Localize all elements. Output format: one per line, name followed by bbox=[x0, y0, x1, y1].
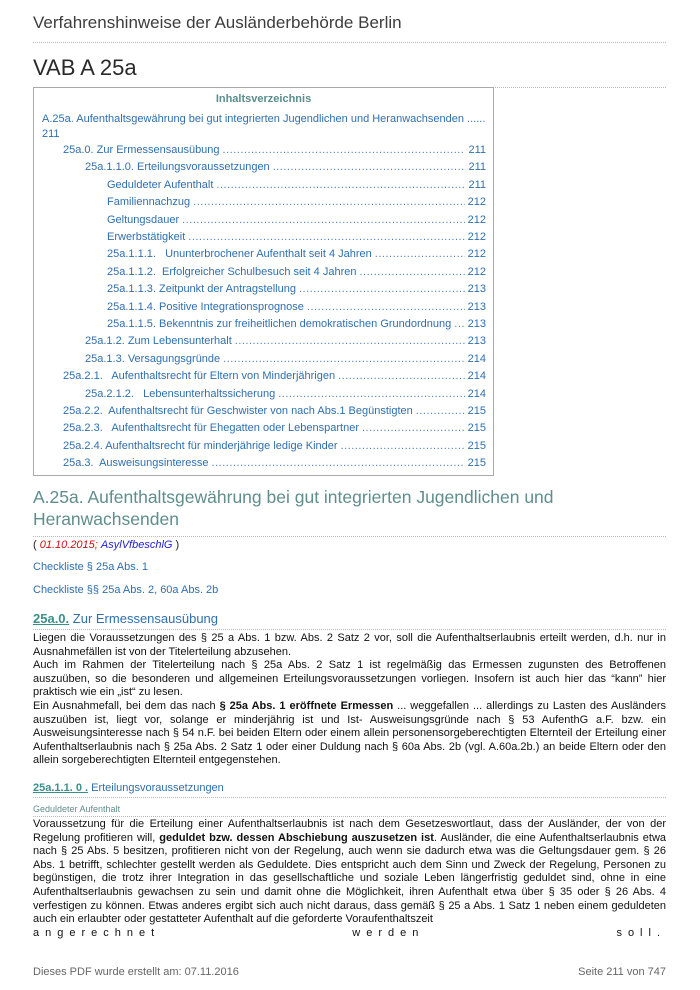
toc-link[interactable] bbox=[85, 387, 486, 401]
toc-link-dots bbox=[188, 230, 464, 244]
toc-link-page: 211 bbox=[42, 128, 60, 140]
toc-link-label: 25a.1.1.2. Erfolgreicher Schulbesuch seit 4 Jahren bbox=[107, 265, 357, 278]
subsection-heading-25a0 bbox=[33, 611, 666, 630]
toc-link-page: 211 bbox=[468, 178, 486, 191]
date-open: ( bbox=[33, 539, 40, 551]
toc-link-dots bbox=[223, 352, 464, 366]
toc-link-dots bbox=[212, 456, 465, 470]
law-reference[interactable]: AsylVfbeschlG bbox=[100, 539, 173, 551]
toc-link[interactable] bbox=[107, 230, 486, 244]
footer-page-number: Seite 211 von 747 bbox=[578, 966, 666, 978]
toc-link-label: Familiennachzug bbox=[107, 196, 191, 209]
toc-link[interactable] bbox=[63, 421, 486, 435]
version-line bbox=[33, 539, 179, 551]
paragraph-text: Voraussetzung für die Erteilung einer Aufenthaltserlaubnis ist nach dem Gesetzeswortlaut, dass der Ausländer, der von der Regelung profitieren will, geduldet bzw. dessen Abschiebung auszusetzen ist. Ausländer, die eine Aufenthaltserlaubnis etwa nach § 25 Abs. 5 besitzen, profitieren nicht von der Regelung, auch wenn sie dadurch etwa was die Geltungsdauer gem. § 26 Abs. 1 betrifft, schlechter gestellt werden als Geduldete. Dies entspricht auch dem Sinn und Zweck der Regelung, Personen zu begünstigen, die trotz ihrer Integration in das gesellschaftliche und soziale Leben längerfristig geduldet sind, ohne in eine Aufenthaltserlaubnis gewachsen zu sein und damit ohne die Möglichkeit, ihren Aufenthalt etwa über § 35 oder § 26 Abs. 4 verfestigen zu können. Etwas anderes ergibt sich auch nicht daraus, dass gemäß § 25 a Abs. 1 Satz 1 neben einem geduldeten auch ein erlaubter oder gestatteter Aufenthalt auf die geforderte Voraufenthaltszeit bbox=[33, 818, 667, 926]
toc-link-page: 212 bbox=[467, 213, 486, 226]
paragraph-text: Ein Ausnahmefall, bei dem das nach § 25a Abs. 1 eröffnete Ermessen ... weggefallen ... allerdings zu Lasten des Ausländers auszuüben ist, liegt vor, solange er minderjährig ist und Ist- Ausweisungsgründe nach § 53 AufenthG a.F. bzw. ein Ausweisungsinteresse nach § 54 n.F. bei beiden Eltern oder einem allein personensorgeberechtigten Elternteil der Erteilung einer Aufenthaltserlaubnis nach § 25a Abs. 2 Satz 1 oder einer Duldung nach § 60a Abs. 2b (vgl. A.60a.2b.) an beide Eltern oder den allein sorgeberechtigten Elternteil entgegenstehen. bbox=[33, 699, 666, 767]
toc-link-dots bbox=[299, 282, 465, 296]
topic-label: Geduldeter Aufenthalt bbox=[33, 804, 666, 817]
toc-link-page: 212 bbox=[467, 248, 486, 261]
toc-link[interactable] bbox=[63, 369, 486, 383]
toc-link-dots bbox=[416, 404, 465, 418]
toc-link-dots bbox=[359, 265, 464, 279]
toc-link-label: 25a.2.1. Aufenthaltsrecht für Eltern von Minderjährigen bbox=[63, 370, 336, 383]
toc-link[interactable] bbox=[85, 352, 486, 366]
toc-link-dots bbox=[273, 160, 466, 174]
toc-link-label: 25a.0. Zur Ermessensausübung bbox=[63, 144, 220, 156]
paragraph-text: Auch im Rahmen der Titelerteilung nach § 25a Abs. 2 Satz 1 ist regelmäßig das Ermessen zugunsten des Betroffenen auszuüben, so die besonderen und allgemeinen Erteilungsvoraussetzungen vorliegen. Insofern ist auch hier das “kann” hier praktisch wie ein „ist“ zu lesen. bbox=[33, 659, 666, 699]
toc-link-label: 25a.2.2. Aufenthaltsrecht für Geschwister von nach Abs.1 Begünstigten bbox=[63, 405, 413, 417]
toc-link-page: 211 bbox=[468, 144, 486, 156]
toc-link[interactable] bbox=[63, 439, 486, 453]
toc-link[interactable] bbox=[107, 178, 486, 192]
toc-link-a25a[interactable] bbox=[42, 112, 486, 142]
toc-link-page: 213 bbox=[467, 318, 486, 330]
toc-link[interactable] bbox=[107, 282, 486, 296]
toc-link-page: 211 bbox=[468, 161, 486, 174]
toc-link-dots bbox=[235, 334, 465, 348]
toc-link-page: 213 bbox=[467, 335, 486, 348]
toc-link-label: 25a.2.4. Aufenthaltsrecht für minderjährige ledige Kinder bbox=[63, 439, 338, 452]
toc-link-page: 213 bbox=[467, 283, 486, 296]
toc-link-page: 212 bbox=[467, 265, 486, 278]
toc-link-dots bbox=[216, 178, 465, 192]
toc-link[interactable] bbox=[107, 265, 486, 279]
toc-heading: Inhaltsverzeichnis bbox=[215, 93, 312, 105]
toc-link-dots bbox=[278, 387, 464, 401]
toc-link-page: 215 bbox=[467, 457, 486, 470]
toc-link-page: 213 bbox=[467, 300, 486, 313]
toc-link-page: 212 bbox=[467, 196, 486, 209]
version-date: 01.10.2015; bbox=[39, 539, 98, 551]
toc-link[interactable] bbox=[85, 160, 486, 174]
toc-link-dots bbox=[375, 247, 465, 261]
paragraph-geduldet bbox=[33, 818, 666, 940]
toc-link[interactable] bbox=[107, 213, 486, 227]
subsection-number: 25a.1.1. 0 . bbox=[33, 782, 89, 794]
paragraph-text: Liegen die Voraussetzungen des § 25 a Abs. 1 bzw. Abs. 2 Satz 2 vor, soll die Aufenthaltserlaubnis erteilt werden, d.h. nur in Ausnahmefällen ist von der Titelerteilung abzusehen. bbox=[33, 632, 666, 658]
footer-created: Dieses PDF wurde erstellt am: 07.11.2016 bbox=[33, 966, 239, 978]
toc-link[interactable] bbox=[107, 247, 486, 261]
toc-link-page: 215 bbox=[467, 422, 486, 435]
toc-link-label: 25a.1.1.5. Bekenntnis zur freiheitlichen demokratischen Grundordnung bbox=[107, 318, 452, 330]
toc-link-label: Erwerbstätigkeit bbox=[107, 231, 186, 243]
section-heading: A.25a. Aufenthaltsgewährung bei gut integrierten Jugendlichen und Heranwachsenden bbox=[33, 486, 666, 537]
toc-link-label: 25a.2.3. Aufenthaltsrecht für Ehegatten oder Lebenspartner bbox=[63, 422, 359, 435]
toc-link[interactable] bbox=[63, 143, 486, 157]
paragraph-ermessen bbox=[33, 632, 666, 768]
toc-link[interactable] bbox=[63, 456, 486, 470]
toc-link-label: 25a.1.2. Zum Lebensunterhalt bbox=[85, 335, 232, 348]
toc-link-dots bbox=[338, 369, 465, 383]
subsection-number: 25a.0. bbox=[33, 611, 70, 626]
toc-link-label: 25a.1.1.1. Ununterbrochener Aufenthalt seit 4 Jahren bbox=[107, 248, 372, 261]
toc-link-label: 25a.1.1.4. Positive Integrationsprognose bbox=[107, 300, 304, 313]
toc-link-label: 25a.1.1.0. Erteilungsvoraussetzungen bbox=[85, 161, 270, 174]
toc-link-page: 215 bbox=[467, 405, 486, 417]
toc-link[interactable] bbox=[63, 404, 486, 418]
page-title: VAB A 25a bbox=[33, 55, 666, 88]
toc-link-label: A.25a. Aufenthaltsgewährung bei gut integrierten Jugendlichen und Heranwachsenden bbox=[42, 113, 464, 125]
subsection-heading-25a110 bbox=[33, 782, 666, 798]
toc-link[interactable] bbox=[107, 300, 486, 314]
toc-link-dots bbox=[454, 317, 464, 331]
toc-link-page: 214 bbox=[467, 352, 486, 365]
toc-link-label: 25a.2.1.2. Lebensunterhaltssicherung bbox=[85, 387, 276, 400]
toc-link-dots: ...... bbox=[467, 113, 486, 125]
toc-link[interactable] bbox=[85, 334, 486, 348]
toc-link-label: 25a.1.3. Versagungsgründe bbox=[85, 352, 221, 365]
checklist-link-2[interactable]: Checkliste §§ 25a Abs. 2, 60a Abs. 2b bbox=[33, 584, 219, 596]
toc-link-dots bbox=[193, 195, 464, 209]
toc-link-page: 215 bbox=[467, 439, 486, 452]
subsection-title: Erteilungsvoraussetzungen bbox=[88, 782, 224, 794]
date-close: ) bbox=[172, 539, 180, 551]
paragraph-last-line: angerechnet werden soll. bbox=[33, 926, 666, 939]
toc-link-dots bbox=[362, 421, 465, 435]
toc-link-label: Geduldeter Aufenthalt bbox=[107, 178, 214, 191]
toc-link-page: 212 bbox=[467, 231, 486, 243]
table-of-contents bbox=[33, 87, 494, 476]
toc-link-page: 214 bbox=[467, 370, 486, 383]
site-title: Verfahrenshinweise der Ausländerbehörde Berlin bbox=[33, 13, 666, 43]
toc-link-label: 25a.1.1.3. Zeitpunkt der Antragstellung bbox=[107, 283, 296, 296]
toc-link-dots bbox=[182, 213, 464, 227]
toc-link-dots bbox=[307, 300, 465, 314]
toc-link-dots bbox=[341, 439, 465, 453]
subsection-title: Zur Ermessensausübung bbox=[69, 611, 219, 626]
toc-link-label: 25a.3. Ausweisungsinteresse bbox=[63, 457, 209, 470]
toc-link-label: Geltungsdauer bbox=[107, 213, 180, 226]
toc-link[interactable] bbox=[107, 195, 486, 209]
checklist-link-1[interactable]: Checkliste § 25a Abs. 1 bbox=[33, 561, 148, 573]
toc-link-dots bbox=[223, 143, 466, 157]
toc-link-page: 214 bbox=[467, 387, 486, 400]
toc-link[interactable] bbox=[107, 317, 486, 331]
